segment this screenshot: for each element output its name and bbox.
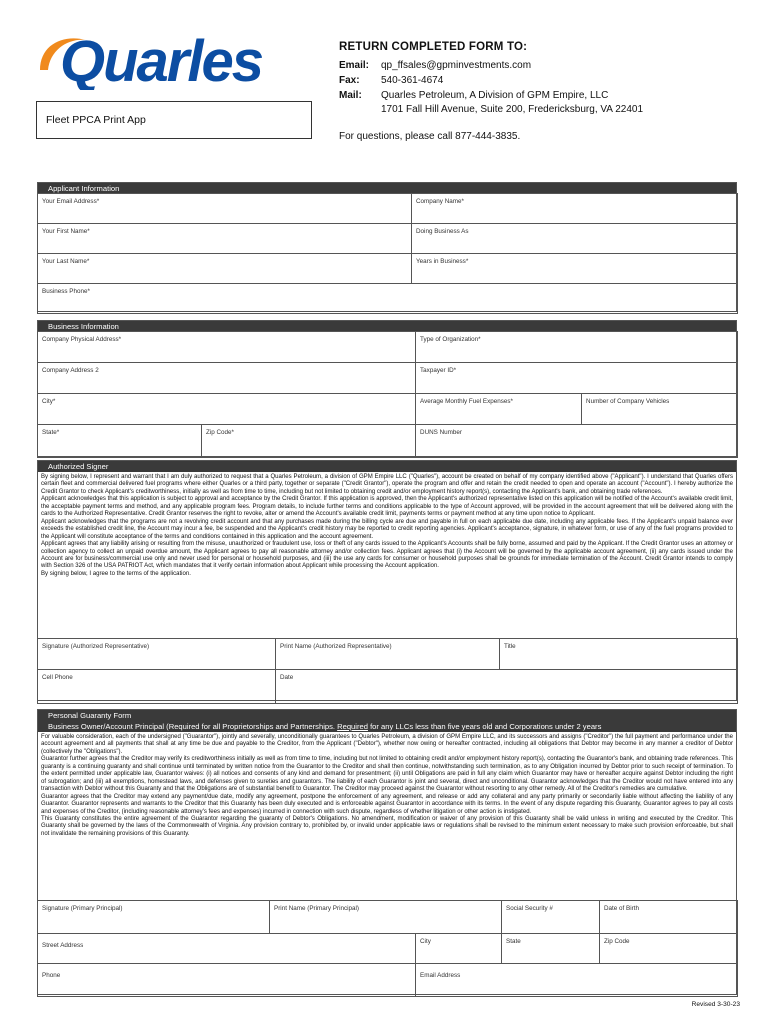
signer-paragraph: By signing below, I represent and warrant that I am duly authorized to request that a Quarles Petroleum, a division of GPM Empire LLC ("Quarles"), account be created on behalf of my company identified above ("Applicant"). I understand that Quarles offers certain fleet and commercial delivered fuel programs where either Quarles or a third party, together or separate ("Credit Grantor"), operate the program and offer and retain the credit needed to open and operate an account ("Account"). I hereby authorize the Credit Grantor to check Applicant's creditworthiness, initially as well as from time to time, including but not limited to obtaining credit and/or employment history report(s), contacting the Applicant's bank, and obtaining trade references. — [41, 474, 733, 495]
guaranty-paragraph: Guarantor further agrees that the Creditor may verify its creditworthiness initially as well as from time to time, including but not limited to obtaining credit and/or employment history report(s), contacting the Guarantor's bank, and obtaining trade references. This guaranty is a continuing guaranty and shall continue until terminated by written notice from the Guarantor to the Creditor and shall then continue, notwithstanding such termination, as to any Obligation incurred by Debtor prior to such receipt of termination. To the extent permitted under applicable law, Guarantor waives: (i) all notices and consents of any kind and demand for presentment; (ii) until Obligations are paid in full any claim which Guarantor may have or hereafter acquire against Debtor including the right of subrogation; and (iii) all exemptions, homestead laws, and defenses given to sureties and guarantors. The liability of each Guarantor is joint and several, direct and unconditional. Guarantor acknowledges that the Creditor would not have entered into any transaction with Debtor without this Guaranty and that the Obligations are of substantial benefit to Guarantor. The Creditor may proceed against the Guarantor without resorting to any other remedy. All of the Creditor's remedies are cumulative. — [41, 756, 733, 793]
guaranty-table — [37, 900, 738, 997]
street-address-field[interactable] — [38, 934, 416, 964]
vehicles-field[interactable] — [582, 394, 738, 425]
email-field-label: Your Email Address* — [42, 198, 100, 205]
duns-label: DUNS Number — [420, 429, 463, 436]
dba-label: Doing Business As — [416, 228, 469, 235]
dba-field[interactable] — [412, 224, 738, 254]
state-label: State* — [42, 429, 60, 436]
guaranty-header — [38, 710, 736, 732]
guaranty-phone-field[interactable] — [38, 964, 416, 997]
principal-signature-field[interactable] — [38, 901, 270, 934]
signer-paragraph: Applicant agrees that any liability arising or resulting from the misuse, unauthorized or fraudulent use, loss or theft of any cards issued to the Applicant's Accounts shall be fully borne, assumed and paid by the Applicant. If the Credit Grantor uses an attorney or collection agency to collect an unpaid overdue amount, the Applicant agrees to pay all reasonable attorney and/or collection fees. Applicant agrees that (i) the Account will be governed by the applicable account agreement, (ii) any cards issued under the Account are for business/commercial use only and never used for personal or household purposes, and (iii) the use any cards for consumer or household purposes shall be grounds for immediate termination of the Account. Credit Grantor intends to comply with Section 326 of the USA PATRIOT Act, which mandates that it verify certain information about Applicant while processing the Account application. — [41, 541, 733, 570]
signer-date-field[interactable] — [276, 670, 738, 704]
guaranty-subheader-required: Required — [337, 722, 368, 731]
guaranty-terms — [38, 732, 736, 901]
signer-signature-field[interactable] — [38, 639, 276, 670]
return-fax: 540-361-4674 — [381, 75, 444, 86]
fax-label: Fax: — [339, 75, 360, 86]
guaranty-subheader — [48, 721, 736, 732]
applicant-header: Applicant Information — [38, 183, 736, 194]
city-field[interactable] — [38, 394, 416, 425]
guaranty-email-field[interactable] — [416, 964, 738, 997]
email-field[interactable] — [38, 194, 412, 224]
signer-terms — [38, 472, 736, 639]
guaranty-city-field[interactable] — [416, 934, 502, 964]
guaranty-state-field[interactable] — [502, 934, 600, 964]
first-name-label: Your First Name* — [42, 228, 90, 235]
signer-signature-label: Signature (Authorized Representative) — [42, 643, 150, 650]
last-name-field[interactable] — [38, 254, 412, 284]
business-phone-field[interactable] — [38, 284, 738, 314]
guaranty-paragraph: This Guaranty constitutes the entire agreement of the Guarantor regarding the guaranty of Debtor's Obligations. No amendment, modification or waiver of any provision of this Guaranty shall be valid unless in writing and executed by the Creditor. This Guaranty shall be governed by the laws of the Commonwealth of Virginia. Any provision contrary to, prohibited by, or invalid under applicable laws or regulations shall be revised to the minimum extent necessary to make such provision enforceable, but shall not invalidate the remaining provisions of this Guaranty. — [41, 815, 733, 837]
company-address2-label: Company Address 2 — [42, 367, 99, 374]
signer-date-label: Date — [280, 674, 294, 681]
vehicles-label: Number of Company Vehicles — [586, 398, 670, 405]
applicant-section — [37, 182, 737, 312]
guaranty-section — [37, 709, 737, 995]
guaranty-phone-label: Phone — [42, 972, 61, 979]
taxpayer-id-field[interactable] — [416, 363, 738, 394]
company-address2-field[interactable] — [38, 363, 416, 394]
mail-line2: 1701 Fall Hill Avenue, Suite 200, Fredericksburg, VA 22401 — [381, 104, 644, 115]
business-phone-label: Business Phone* — [42, 288, 90, 295]
guaranty-zip-field[interactable] — [600, 934, 738, 964]
ssn-label: Social Security # — [506, 905, 553, 912]
principal-print-name-field[interactable] — [270, 901, 502, 934]
signer-title-field[interactable] — [500, 639, 738, 670]
duns-field[interactable] — [416, 425, 738, 458]
fuel-expenses-field[interactable] — [416, 394, 582, 425]
company-name-field[interactable] — [412, 194, 738, 224]
guaranty-title: Personal Guaranty Form — [48, 711, 132, 720]
guaranty-paragraph: For valuable consideration, each of the undersigned ("Guarantor"), jointly and severally, unconditionally guarantees to Quarles Petroleum, a division of GPM Empire LLC, and its successors and assigns ("Creditor") the full payment and performance under the account agreement and all payments that shall at any time be due and payable to the Creditor, from the Applicant ("Debtor"), whether now owing or hereafter contracted, including all obligations that Debtor may become in any manner a creditor of Debtor (collectively the "Obligations"). — [41, 734, 733, 755]
guaranty-subheader-suffix: for any LLCs less than five years old and Corporations under 2 years — [367, 722, 602, 731]
dob-field[interactable] — [600, 901, 738, 934]
revised-date: Revised 3-30-23 — [691, 1001, 740, 1008]
cell-phone-label: Cell Phone — [42, 674, 73, 681]
last-name-label: Your Last Name* — [42, 258, 90, 265]
state-field[interactable] — [38, 425, 202, 458]
years-label: Years in Business* — [416, 258, 469, 265]
zip-field[interactable] — [202, 425, 416, 458]
principal-signature-label: Signature (Primary Principal) — [42, 905, 123, 912]
email-label: Email: — [339, 60, 370, 71]
form-title: Fleet PPCA Print App — [46, 114, 146, 126]
dob-label: Date of Birth — [604, 905, 639, 912]
signer-header: Authorized Signer — [38, 461, 736, 472]
guaranty-state-label: State — [506, 938, 521, 945]
questions-line: For questions, please call 877-444-3835. — [339, 131, 521, 142]
signer-title-label: Title — [504, 643, 516, 650]
signer-section — [37, 460, 737, 701]
return-title: RETURN COMPLETED FORM TO: — [339, 41, 528, 53]
signer-print-name-label: Print Name (Authorized Representative) — [280, 643, 392, 650]
company-address-field[interactable] — [38, 332, 416, 363]
ssn-field[interactable] — [502, 901, 600, 934]
guaranty-paragraph: Guarantor agrees that the Creditor may extend any payment/due date, modify any agreement, postpone the enforcement of any agreement, and release or add any collateral and any party primarily or secondarily liable without affecting the liability of any Guarantor. Guarantor represents and warrants to the Creditor that this Guaranty has been duly executed and is enforceable against Guarantor in accordance with its terms. In the event of any dispute regarding this Guaranty, Guarantor agrees to pay all costs and expenses of the Creditor, (including reasonable attorney's fees and expenses) incurred in connection with such dispute, regardless of whether litigation or other action is instigated. — [41, 793, 733, 815]
first-name-field[interactable] — [38, 224, 412, 254]
guaranty-subheader-prefix: Business Owner/Account Principal (Required for all Proprietorships and Partnerships. — [48, 722, 338, 731]
guaranty-email-label: Email Address — [420, 972, 461, 979]
business-section — [37, 320, 737, 457]
quarles-logo — [38, 30, 273, 90]
mail-line1: Quarles Petroleum, A Division of GPM Empire, LLC — [381, 90, 609, 101]
street-address-label: Street Address — [42, 942, 84, 949]
org-type-label: Type of Organization* — [420, 336, 481, 343]
business-header: Business Information — [38, 321, 736, 332]
years-field[interactable] — [412, 254, 738, 284]
guaranty-zip-label: Zip Code — [604, 938, 630, 945]
mail-label: Mail: — [339, 90, 362, 101]
signer-paragraph: By signing below, I agree to the terms of the application. — [41, 570, 191, 577]
cell-phone-field[interactable] — [38, 670, 276, 704]
signer-print-name-field[interactable] — [276, 639, 500, 670]
quarles-logo-graphic — [38, 30, 273, 90]
taxpayer-id-label: Taxpayer ID* — [420, 367, 457, 374]
city-label: City* — [42, 398, 56, 405]
logo-wordmark: Quarles — [60, 30, 262, 90]
signer-paragraph: Applicant acknowledges that the programs are not a revolving credit account and that any purchases made during the billing cycle are due and payable in full on each applicable due date, including any applicable fees. If the Applicant's unpaid balance ever exceeds the established credit line, the Account may incur a fee, be suspended and the Applicant's credit history may be reported to credit reporting agencies. Applicant's acceptance, signature, in whatever form, or use of any of the fuel programs provided to the Applicant will constitute acceptance of the terms and conditions contained in this application and the account agreement. — [41, 518, 733, 540]
guaranty-city-label: City — [420, 938, 431, 945]
fuel-expenses-label: Average Monthly Fuel Expenses* — [420, 398, 514, 405]
business-table — [37, 331, 738, 458]
signer-table — [37, 638, 738, 704]
return-email[interactable]: qp_ffsales@gpminvestments.com — [381, 60, 532, 71]
org-type-field[interactable] — [416, 332, 738, 363]
company-name-label: Company Name* — [416, 198, 464, 205]
form-title-box — [36, 101, 312, 139]
principal-print-name-label: Print Name (Primary Principal) — [274, 905, 360, 912]
company-address-label: Company Physical Address* — [42, 336, 122, 343]
zip-label: Zip Code* — [206, 429, 235, 436]
applicant-table — [37, 193, 738, 314]
signer-paragraph: Applicant acknowledges that this application is subject to approval and acceptance by the Credit Grantor. If this application is approved, then the Applicant's authorized representative listed on this application will be notified of the Account's available credit limit, the acceptable payment terms and method, and any applicable program fees. Program details, to include further terms and conditions applicable to the type of Account approved, will be provided in the account agreement that will be delivered along with the cards to the Authorized Representative. Credit Grantor reserves the right to revoke, alter or amend the Account's available credit limit, payments terms or payment method at any time upon notice to Applicant. — [41, 496, 733, 518]
